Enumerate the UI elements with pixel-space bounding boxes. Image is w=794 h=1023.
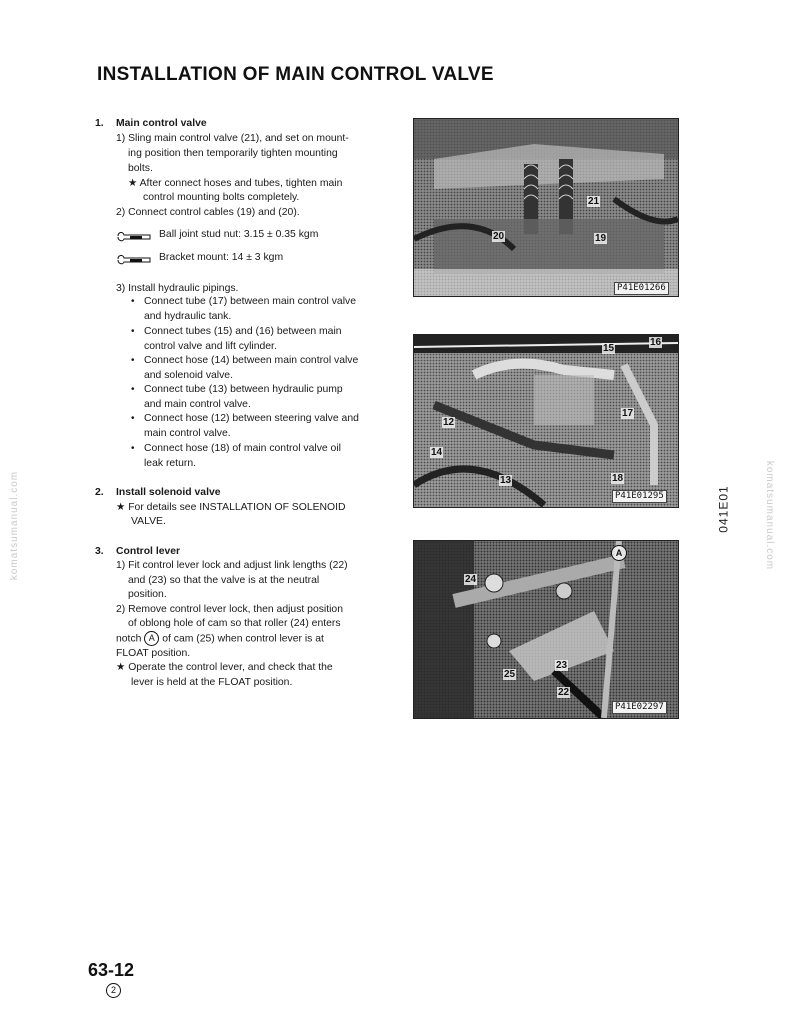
- s1-item5-line1: Connect hose (12) between steering valve and: [144, 413, 359, 424]
- callout-24: 24: [465, 574, 477, 585]
- s2-note-line1: ★ For details see INSTALLATION OF SOLENOID: [116, 502, 346, 513]
- s1-torque1: Ball joint stud nut: 3.15 ± 0.35 kgm: [159, 229, 319, 240]
- callout-16: 16: [650, 337, 662, 348]
- photo-3-code: P41E02297: [612, 701, 667, 714]
- s1-item3-line1: Connect hose (14) between main control valve: [144, 355, 359, 366]
- watermark-right: komatsumanual.com: [764, 460, 776, 571]
- s1-step1-line3: bolts.: [128, 163, 153, 174]
- page-number: 63-12: [88, 960, 135, 980]
- s3-note-line2: lever is held at the FLOAT position.: [131, 677, 293, 688]
- section-1-number: 1.: [95, 118, 104, 129]
- photo-1-image: [414, 119, 678, 296]
- s1-step3: 3) Install hydraulic pipings.: [116, 283, 239, 294]
- callout-15: 15: [603, 343, 615, 354]
- s3-note-line1: ★ Operate the control lever, and check that the: [116, 662, 333, 673]
- callout-25: 25: [504, 669, 516, 680]
- s1-item1-line2: and hydraulic tank.: [144, 311, 232, 322]
- s3-step2-line2: of oblong hole of cam so that roller (24) enters: [128, 618, 341, 629]
- bullet-icon: •: [131, 296, 135, 307]
- torque-wrench-icon: [116, 253, 152, 265]
- s1-item6-line2: leak return.: [144, 458, 196, 469]
- torque-wrench-icon: [116, 230, 152, 242]
- section-2-heading: Install solenoid valve: [116, 487, 221, 498]
- callout-18: 18: [612, 473, 624, 484]
- bullet-icon: •: [131, 443, 135, 454]
- s2-note-line2: VALVE.: [131, 516, 166, 527]
- callout-21: 21: [588, 196, 600, 207]
- revision-mark: [106, 982, 121, 1000]
- s1-step1-line1: 1) Sling main control valve (21), and set on mount-: [116, 133, 349, 144]
- notch-a-symbol: A: [144, 631, 159, 646]
- photo-hydraulic-pipings: [413, 334, 679, 508]
- s1-item2-line1: Connect tubes (15) and (16) between main: [144, 326, 342, 337]
- bullet-icon: •: [131, 384, 135, 395]
- bullet-icon: •: [131, 413, 135, 424]
- s3-step2-line3-rest: of cam (25) when control lever is at: [162, 633, 324, 645]
- s1-item1-line1: Connect tube (17) between main control valve: [144, 296, 356, 307]
- photo-2-code: P41E01295: [612, 490, 667, 503]
- s1-step1-note2: control mounting bolts completely.: [143, 192, 300, 203]
- s3-step2-line1: 2) Remove control lever lock, then adjust position: [116, 604, 343, 615]
- s3-step1-line2: and (23) so that the valve is at the neutral: [128, 575, 320, 586]
- section-3-number: 3.: [95, 546, 104, 557]
- side-code: 041E01: [716, 485, 731, 533]
- s3-step2-line4: FLOAT position.: [116, 648, 191, 659]
- s3-step2-notch-word: notch: [116, 633, 142, 645]
- callout-a: A: [611, 545, 627, 561]
- watermark-left: komatsumanual.com: [9, 470, 21, 581]
- photo-main-control-valve: [413, 118, 679, 297]
- s1-step2: 2) Connect control cables (19) and (20).: [116, 207, 300, 218]
- photo-control-lever: [413, 540, 679, 719]
- s1-item5-line2: main control valve.: [144, 428, 231, 439]
- s1-item3-line2: and solenoid valve.: [144, 370, 233, 381]
- callout-22: 22: [558, 687, 570, 698]
- bullet-icon: •: [131, 355, 135, 366]
- s1-item6-line1: Connect hose (18) of main control valve oil: [144, 443, 341, 454]
- callout-17: 17: [622, 408, 634, 419]
- bullet-icon: •: [131, 326, 135, 337]
- callout-20: 20: [493, 231, 505, 242]
- callout-19: 19: [595, 233, 607, 244]
- callout-14: 14: [431, 447, 443, 458]
- section-1-heading: Main control valve: [116, 118, 207, 129]
- s1-step1-line2: ing position then temporarily tighten mounting: [128, 148, 338, 159]
- callout-12: 12: [443, 417, 455, 428]
- callout-23: 23: [556, 660, 568, 671]
- s1-item2-line2: control valve and lift cylinder.: [144, 341, 277, 352]
- s1-torque2: Bracket mount: 14 ± 3 kgm: [159, 252, 284, 263]
- callout-13: 13: [500, 475, 512, 486]
- s3-step2-line3: [116, 631, 324, 647]
- section-3-heading: Control lever: [116, 546, 181, 557]
- photo-1-code: P41E01266: [614, 282, 669, 295]
- page-title: INSTALLATION OF MAIN CONTROL VALVE: [97, 64, 494, 85]
- s1-step1-note1: ★ After connect hoses and tubes, tighten main: [128, 178, 343, 189]
- s3-step1-line1: 1) Fit control lever lock and adjust link lengths (22): [116, 560, 348, 571]
- s1-item4-line2: and main control valve.: [144, 399, 251, 410]
- s1-item4-line1: Connect tube (13) between hydraulic pump: [144, 384, 343, 395]
- revision-number: 2: [106, 983, 121, 998]
- section-2-number: 2.: [95, 487, 104, 498]
- s3-step1-line3: position.: [128, 589, 167, 600]
- photo-3-image: [414, 541, 678, 718]
